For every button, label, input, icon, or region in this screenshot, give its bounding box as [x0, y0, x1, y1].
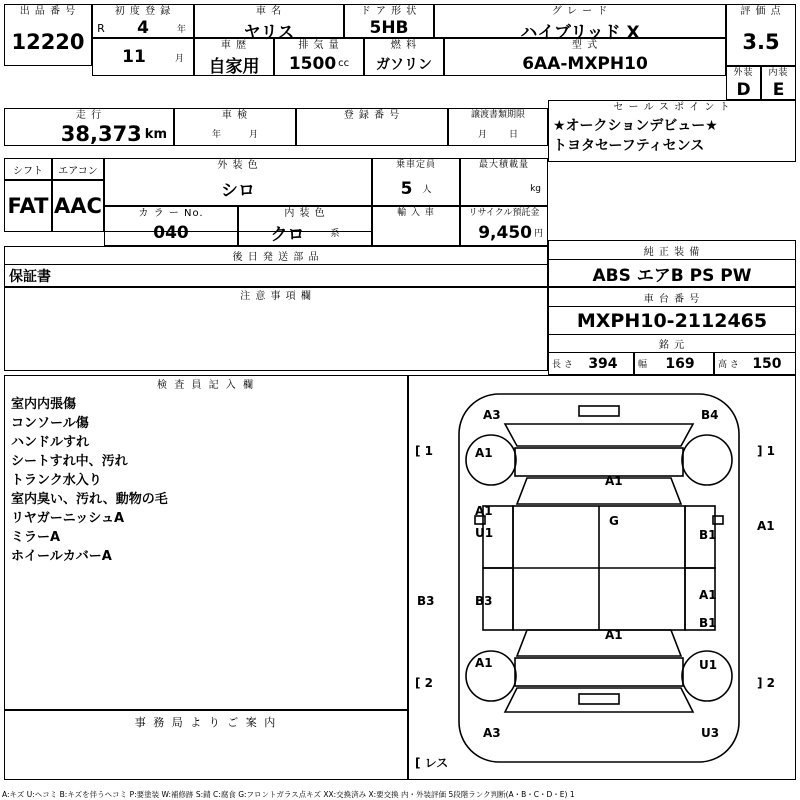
aircon-label: エアコン	[58, 165, 98, 177]
damage-mark: A1	[475, 446, 493, 460]
damage-mark: B1	[699, 616, 717, 630]
list-item: リヤガーニッシュA	[11, 511, 125, 526]
interior-color-value-cell	[238, 220, 372, 246]
exterior-grade-label: 外装	[733, 68, 754, 78]
mileage-value: 38,373	[60, 122, 142, 146]
reg-year-unit: 年	[177, 24, 187, 35]
genuine-equipment-label: 純 正 装 備	[643, 246, 701, 258]
registration-number-label: 登 録 番 号	[343, 110, 401, 121]
recycle-fee-unit: 円	[533, 229, 543, 239]
lot-number-value: 12220	[11, 29, 85, 54]
interior-color-suffix: 系	[330, 229, 340, 239]
width-label: 幅	[638, 360, 648, 370]
damage-mark: A1	[605, 474, 623, 488]
model-code-cell	[444, 38, 726, 76]
score-value: 3.5	[742, 29, 780, 54]
chassis-label: 車 台 番 号	[643, 293, 701, 305]
damage-mark: A1	[475, 504, 493, 518]
door-shape-value: 5HB	[369, 18, 409, 38]
interior-color-label: 内 装 色	[284, 208, 326, 219]
list-item: トランク水入り	[11, 473, 102, 488]
chassis-value-cell	[548, 307, 796, 335]
max-load-cell	[460, 158, 548, 206]
damage-mark: [ レス	[415, 756, 449, 770]
list-item: 室内臭い、汚れ、動物の毛	[11, 492, 168, 507]
genuine-equipment-label-cell	[548, 240, 796, 260]
shift-label-cell	[4, 158, 52, 180]
registration-number-cell	[296, 108, 448, 146]
damage-mark: U3	[701, 726, 720, 740]
list-item: ハンドルすれ	[11, 435, 90, 450]
reg-month-value: 11	[122, 47, 146, 67]
inspector-notes-cell	[4, 375, 408, 710]
exterior-grade-cell	[726, 66, 761, 100]
score-label: 評 価 点	[740, 6, 782, 17]
chassis-number: MXPH10-2112465	[576, 309, 768, 332]
height-label: 高 さ	[718, 360, 739, 370]
displacement-unit: cc	[338, 58, 350, 69]
fuel-label: 燃 料	[390, 40, 418, 51]
caution-label: 注 意 事 項 欄	[240, 291, 312, 302]
displacement-cell	[274, 38, 364, 76]
aircon-label-cell	[52, 158, 104, 180]
import-value	[373, 220, 459, 245]
sales-point-line-2: トヨタセーフティセンス	[553, 138, 705, 154]
damage-diagram-svg	[409, 376, 795, 779]
displacement-label: 排 気 量	[298, 40, 340, 51]
later-parts-label: 後 日 発 送 部 品	[232, 252, 320, 263]
max-load-unit: kg	[530, 183, 541, 194]
caution-cell	[4, 287, 548, 371]
car-name-cell	[194, 4, 344, 43]
door-shape-label: ド ア 形 状	[360, 6, 418, 17]
aircon-value: AAC	[54, 194, 102, 218]
exterior-grade-value: D	[736, 80, 751, 100]
damage-mark: A1	[605, 628, 623, 642]
width-cell	[634, 353, 714, 375]
mileage-label: 走 行	[75, 110, 103, 121]
legend-line-1: A:キズ U:ヘコミ B:キズを伴うヘコミ P:要塗装 W:補修跡 S:錆 C:腐食 G:フロントガラス点キズ XX:交換済み X:要交換 内・外装評価 5段階ランク判断(A・B・C・D・E) 1	[2, 790, 575, 799]
seats-value: 5	[400, 178, 413, 199]
exterior-color-label: 外 装 色	[217, 160, 259, 171]
reg-year-value: 4	[137, 18, 149, 38]
registration-number-value	[297, 122, 447, 145]
length-cell	[548, 353, 634, 375]
later-parts-value: 保証書	[9, 268, 51, 285]
color-number-value: 040	[153, 222, 189, 243]
import-label: 輸 入 車	[397, 208, 435, 218]
seats-unit: 人	[422, 185, 432, 195]
damage-mark: ] 2	[757, 676, 776, 690]
recycle-fee-cell	[460, 206, 548, 246]
car-name-label: 車 名	[255, 6, 283, 17]
damage-mark: U1	[475, 526, 494, 540]
model-code-value: 6AA-MXPH10	[522, 53, 648, 74]
reg-month-unit: 月	[175, 53, 185, 64]
damage-mark: A1	[699, 588, 717, 602]
recycle-fee-label: リサイクル預託金	[468, 208, 540, 218]
inspection-label: 車 検	[221, 110, 249, 121]
genuine-equipment-value: ABS エアB PS PW	[592, 265, 752, 286]
exterior-color-cell	[104, 158, 372, 206]
damage-mark: B1	[699, 528, 717, 542]
list-item: コンソール傷	[11, 416, 89, 431]
sales-point-cell	[548, 100, 796, 162]
fuel-cell	[364, 38, 444, 76]
interior-color-value: クロ	[270, 225, 305, 245]
interior-grade-value: E	[772, 80, 785, 100]
shift-value-cell	[4, 180, 52, 232]
damage-mark: [ 1	[415, 444, 434, 458]
color-number-value-cell	[104, 220, 238, 246]
inspection-cell	[174, 108, 296, 146]
width-value: 169	[665, 355, 695, 372]
later-parts-value-cell	[4, 265, 548, 287]
damage-mark: A1	[475, 656, 493, 670]
damage-mark: [ 2	[415, 676, 434, 690]
office-note-label: 事 務 局 よ り ご 案 内	[134, 716, 278, 729]
length-value: 394	[588, 355, 618, 372]
history-label: 車 歴	[220, 40, 248, 51]
list-item: シートすれ中、汚れ	[11, 454, 128, 469]
history-value: 自家用	[208, 57, 260, 77]
damage-mark: A3	[483, 726, 501, 740]
max-load-label: 最大積載量	[478, 160, 529, 170]
interior-grade-cell	[761, 66, 796, 100]
aircon-value-cell	[52, 180, 104, 232]
lot-number-label: 出 品 番 号	[19, 6, 77, 17]
transfer-month-unit: 月	[477, 130, 487, 140]
grade-value: ハイブリッド X	[520, 23, 640, 43]
exterior-color-value: シロ	[221, 181, 255, 201]
damage-mark: A1	[757, 519, 775, 533]
sales-point-label: セ ー ル ス ポ イ ン ト	[613, 102, 731, 113]
damage-mark: A3	[483, 408, 501, 422]
list-item: ホイールカバーA	[11, 549, 112, 564]
damage-diagram	[408, 375, 796, 780]
shift-label: シフト	[13, 165, 43, 177]
sales-point-line-1: ★オークションデビュー★	[553, 118, 718, 134]
history-cell	[194, 38, 274, 76]
list-item: 室内内張傷	[11, 397, 77, 412]
origin-label-cell	[548, 335, 796, 353]
damage-mark: U1	[699, 658, 718, 672]
seats-label: 乗車定員	[395, 160, 436, 170]
score-cell	[726, 4, 796, 66]
transfer-deadline-label: 譲渡書類期限	[470, 110, 525, 120]
damage-mark: ] 1	[757, 444, 776, 458]
genuine-equipment-value-cell	[548, 260, 796, 287]
mileage-cell	[4, 108, 174, 146]
damage-mark: B3	[417, 594, 435, 608]
inspection-month-unit: 月	[249, 130, 259, 140]
color-number-label: カ ラ ー No.	[138, 208, 204, 219]
office-note-cell	[4, 710, 408, 780]
first-registration-month-cell	[92, 38, 194, 76]
shift-value: FAT	[7, 194, 49, 218]
length-label: 長 さ	[552, 360, 573, 370]
interior-grade-label: 内装	[768, 68, 789, 78]
recycle-fee-value: 9,450	[478, 222, 532, 243]
inspector-notes-label: 検 査 員 記 入 欄	[157, 380, 255, 391]
transfer-day-unit: 日	[509, 130, 519, 140]
chassis-label-cell	[548, 287, 796, 307]
legend-footer	[0, 787, 800, 800]
model-code-label: 型 式	[571, 40, 599, 51]
seats-cell	[372, 158, 460, 206]
grade-cell	[434, 4, 726, 43]
damage-mark: G	[609, 514, 619, 528]
caution-value	[5, 303, 547, 370]
damage-mark: B3	[475, 594, 493, 608]
inspection-year-unit: 年	[211, 130, 221, 140]
damage-mark: B4	[701, 408, 719, 422]
door-shape-cell	[344, 4, 434, 38]
mileage-unit: km	[144, 126, 167, 142]
height-cell	[714, 353, 796, 375]
import-cell	[372, 206, 460, 246]
first-registration-label: 初 度 登 録	[114, 6, 172, 17]
grade-label: グ レ ー ド	[551, 6, 609, 17]
car-name-value: ヤリス	[243, 23, 295, 43]
lot-number-cell	[4, 4, 92, 66]
fuel-value: ガソリン	[376, 56, 432, 73]
list-item: ミラーA	[11, 530, 61, 545]
inspector-notes-list	[5, 392, 407, 709]
first-registration-cell	[92, 4, 194, 38]
origin-label: 銘 元	[658, 340, 686, 351]
height-value: 150	[752, 355, 782, 372]
transfer-deadline-cell	[448, 108, 548, 146]
later-parts-label-cell	[4, 246, 548, 265]
reg-era: R	[97, 21, 105, 35]
displacement-value: 1500	[288, 53, 337, 74]
